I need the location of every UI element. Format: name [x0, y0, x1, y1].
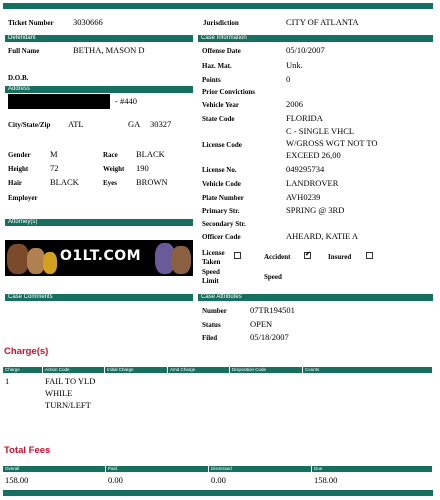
attorneys-header: Attorney(s)	[5, 219, 193, 226]
defendant-header: Defendant	[5, 35, 193, 42]
weight-label: Weight	[103, 165, 125, 173]
haz-mat-label: Haz. Mat.	[202, 62, 232, 70]
vehicle-year-value: 2006	[286, 99, 303, 109]
officer-code-value: AHEARD, KATIE A	[286, 231, 359, 241]
hair-value: BLACK	[50, 177, 79, 187]
case-attributes-header: Case Attributes	[198, 294, 433, 301]
insured-checkbox[interactable]	[366, 252, 373, 259]
license-no-value: 049295734	[286, 164, 325, 174]
total-fees-title: Total Fees	[4, 445, 51, 456]
charges-col-counts: Counts	[303, 367, 433, 373]
plate-number-value: AVH0239	[286, 192, 321, 202]
height-label: Height	[8, 165, 29, 173]
license-code-label: License Code	[202, 141, 242, 149]
charges-col-initial-charge: Initial Charge	[105, 367, 168, 373]
full-name-label: Full Name	[8, 47, 40, 55]
street-suffix: - #440	[115, 96, 137, 106]
case-number-label: Number	[202, 307, 227, 315]
speed-label: Speed	[264, 273, 282, 281]
fees-overall-value: 158.00	[5, 475, 29, 485]
jurisdiction-label: Jurisdiction	[203, 19, 239, 27]
license-code-line2: W/GROSS WGT NOT TO	[286, 138, 378, 148]
ticket-number-value: 3030666	[73, 17, 103, 27]
fees-due-value: 158.00	[314, 475, 338, 485]
fees-col-overall: Overall	[3, 466, 106, 472]
accident-checkbox[interactable]	[304, 252, 311, 259]
fees-dismissed-value: 0.00	[211, 475, 226, 485]
fees-paid-value: 0.00	[108, 475, 123, 485]
o1lt-logo-banner[interactable]	[5, 240, 193, 276]
filed-value: 05/18/2007	[250, 332, 289, 342]
case-comments-header: Case Comments	[5, 294, 193, 301]
top-bar	[3, 3, 433, 9]
license-taken-checkbox[interactable]	[234, 252, 241, 259]
points-value: 0	[286, 74, 291, 84]
bottom-bar	[3, 490, 433, 496]
dob-label: D.O.B.	[8, 74, 29, 82]
photo-decoration-left	[7, 244, 29, 274]
offense-date-value: 05/10/2007	[286, 45, 325, 55]
speed-limit-label-1: Speed	[202, 268, 220, 276]
zip-value: 30327	[150, 119, 172, 129]
accident-label: Accident	[264, 253, 291, 261]
case-number-value: 07TR194501	[250, 305, 295, 315]
vehicle-code-value: LANDROVER	[286, 178, 339, 188]
status-label: Status	[202, 321, 221, 329]
race-value: BLACK	[136, 149, 165, 159]
charges-col-amd-charge: Amd Charge	[168, 367, 230, 373]
haz-mat-value: Unk.	[286, 60, 303, 70]
state-code-label: State Code	[202, 115, 235, 123]
prior-convictions-label: Prior Convictions	[202, 88, 255, 96]
speed-limit-label-2: Limit	[202, 277, 219, 285]
charge-number: 1	[5, 376, 10, 386]
hair-label: Hair	[8, 179, 22, 187]
license-no-label: License No.	[202, 166, 237, 174]
charge-action-line1: FAIL TO YLD	[45, 376, 96, 386]
height-value: 72	[50, 163, 59, 173]
fees-col-paid: Paid	[106, 466, 209, 472]
race-label: Race	[103, 151, 118, 159]
vehicle-code-label: Vehicle Code	[202, 180, 241, 188]
primary-street-value: SPRING @ 3RD	[286, 205, 345, 215]
gender-value: M	[50, 149, 58, 159]
state-code-value: FLORIDA	[286, 113, 323, 123]
ticket-number-label: Ticket Number	[8, 19, 54, 27]
license-code-line1: C - SINGLE VHCL	[286, 126, 355, 136]
eyes-label: Eyes	[103, 179, 117, 187]
redacted-street	[8, 94, 110, 109]
license-taken-label-2: Taken	[202, 258, 221, 266]
address-header: Address	[5, 86, 193, 93]
fees-col-due: Due	[312, 466, 433, 472]
license-code-line3: EXCEED 26,00	[286, 150, 341, 160]
charges-col-disposition-code: Disposition Code	[230, 367, 303, 373]
filed-label: Filed	[202, 334, 218, 342]
charges-col-charge: Charge	[3, 367, 43, 373]
full-name-value: BETHA, MASON D	[73, 45, 145, 55]
city-state-zip-label: City/State/Zip	[8, 121, 51, 129]
gender-label: Gender	[8, 151, 31, 159]
secondary-street-label: Secondary Str.	[202, 220, 246, 228]
plate-number-label: Plate Number	[202, 194, 244, 202]
points-label: Points	[202, 76, 221, 84]
state-value: GA	[128, 119, 141, 129]
photo-decoration-left-3	[43, 252, 57, 274]
charge-action-line2: WHILE	[45, 388, 73, 398]
jurisdiction-value: CITY OF ATLANTA	[286, 17, 359, 27]
photo-decoration-right-2	[171, 246, 191, 274]
logo-text: O1LT.COM	[60, 248, 142, 264]
license-taken-label-1: License	[202, 249, 225, 257]
employer-label: Employer	[8, 194, 38, 202]
weight-value: 190	[136, 163, 149, 173]
vehicle-year-label: Vehicle Year	[202, 101, 239, 109]
charges-title: Charge(s)	[4, 346, 49, 357]
case-information-header: Case Information	[198, 35, 433, 42]
eyes-value: BROWN	[136, 177, 168, 187]
insured-label: Insured	[328, 253, 352, 261]
status-value: OPEN	[250, 319, 273, 329]
charge-action-line3: TURN/LEFT	[45, 400, 91, 410]
city-value: ATL	[68, 119, 84, 129]
primary-street-label: Primary Str.	[202, 207, 240, 215]
offense-date-label: Offense Date	[202, 47, 241, 55]
fees-col-dismissed: Dismissed	[209, 466, 312, 472]
officer-code-label: Officer Code	[202, 233, 241, 241]
charges-col-action-code: Action Code	[43, 367, 105, 373]
